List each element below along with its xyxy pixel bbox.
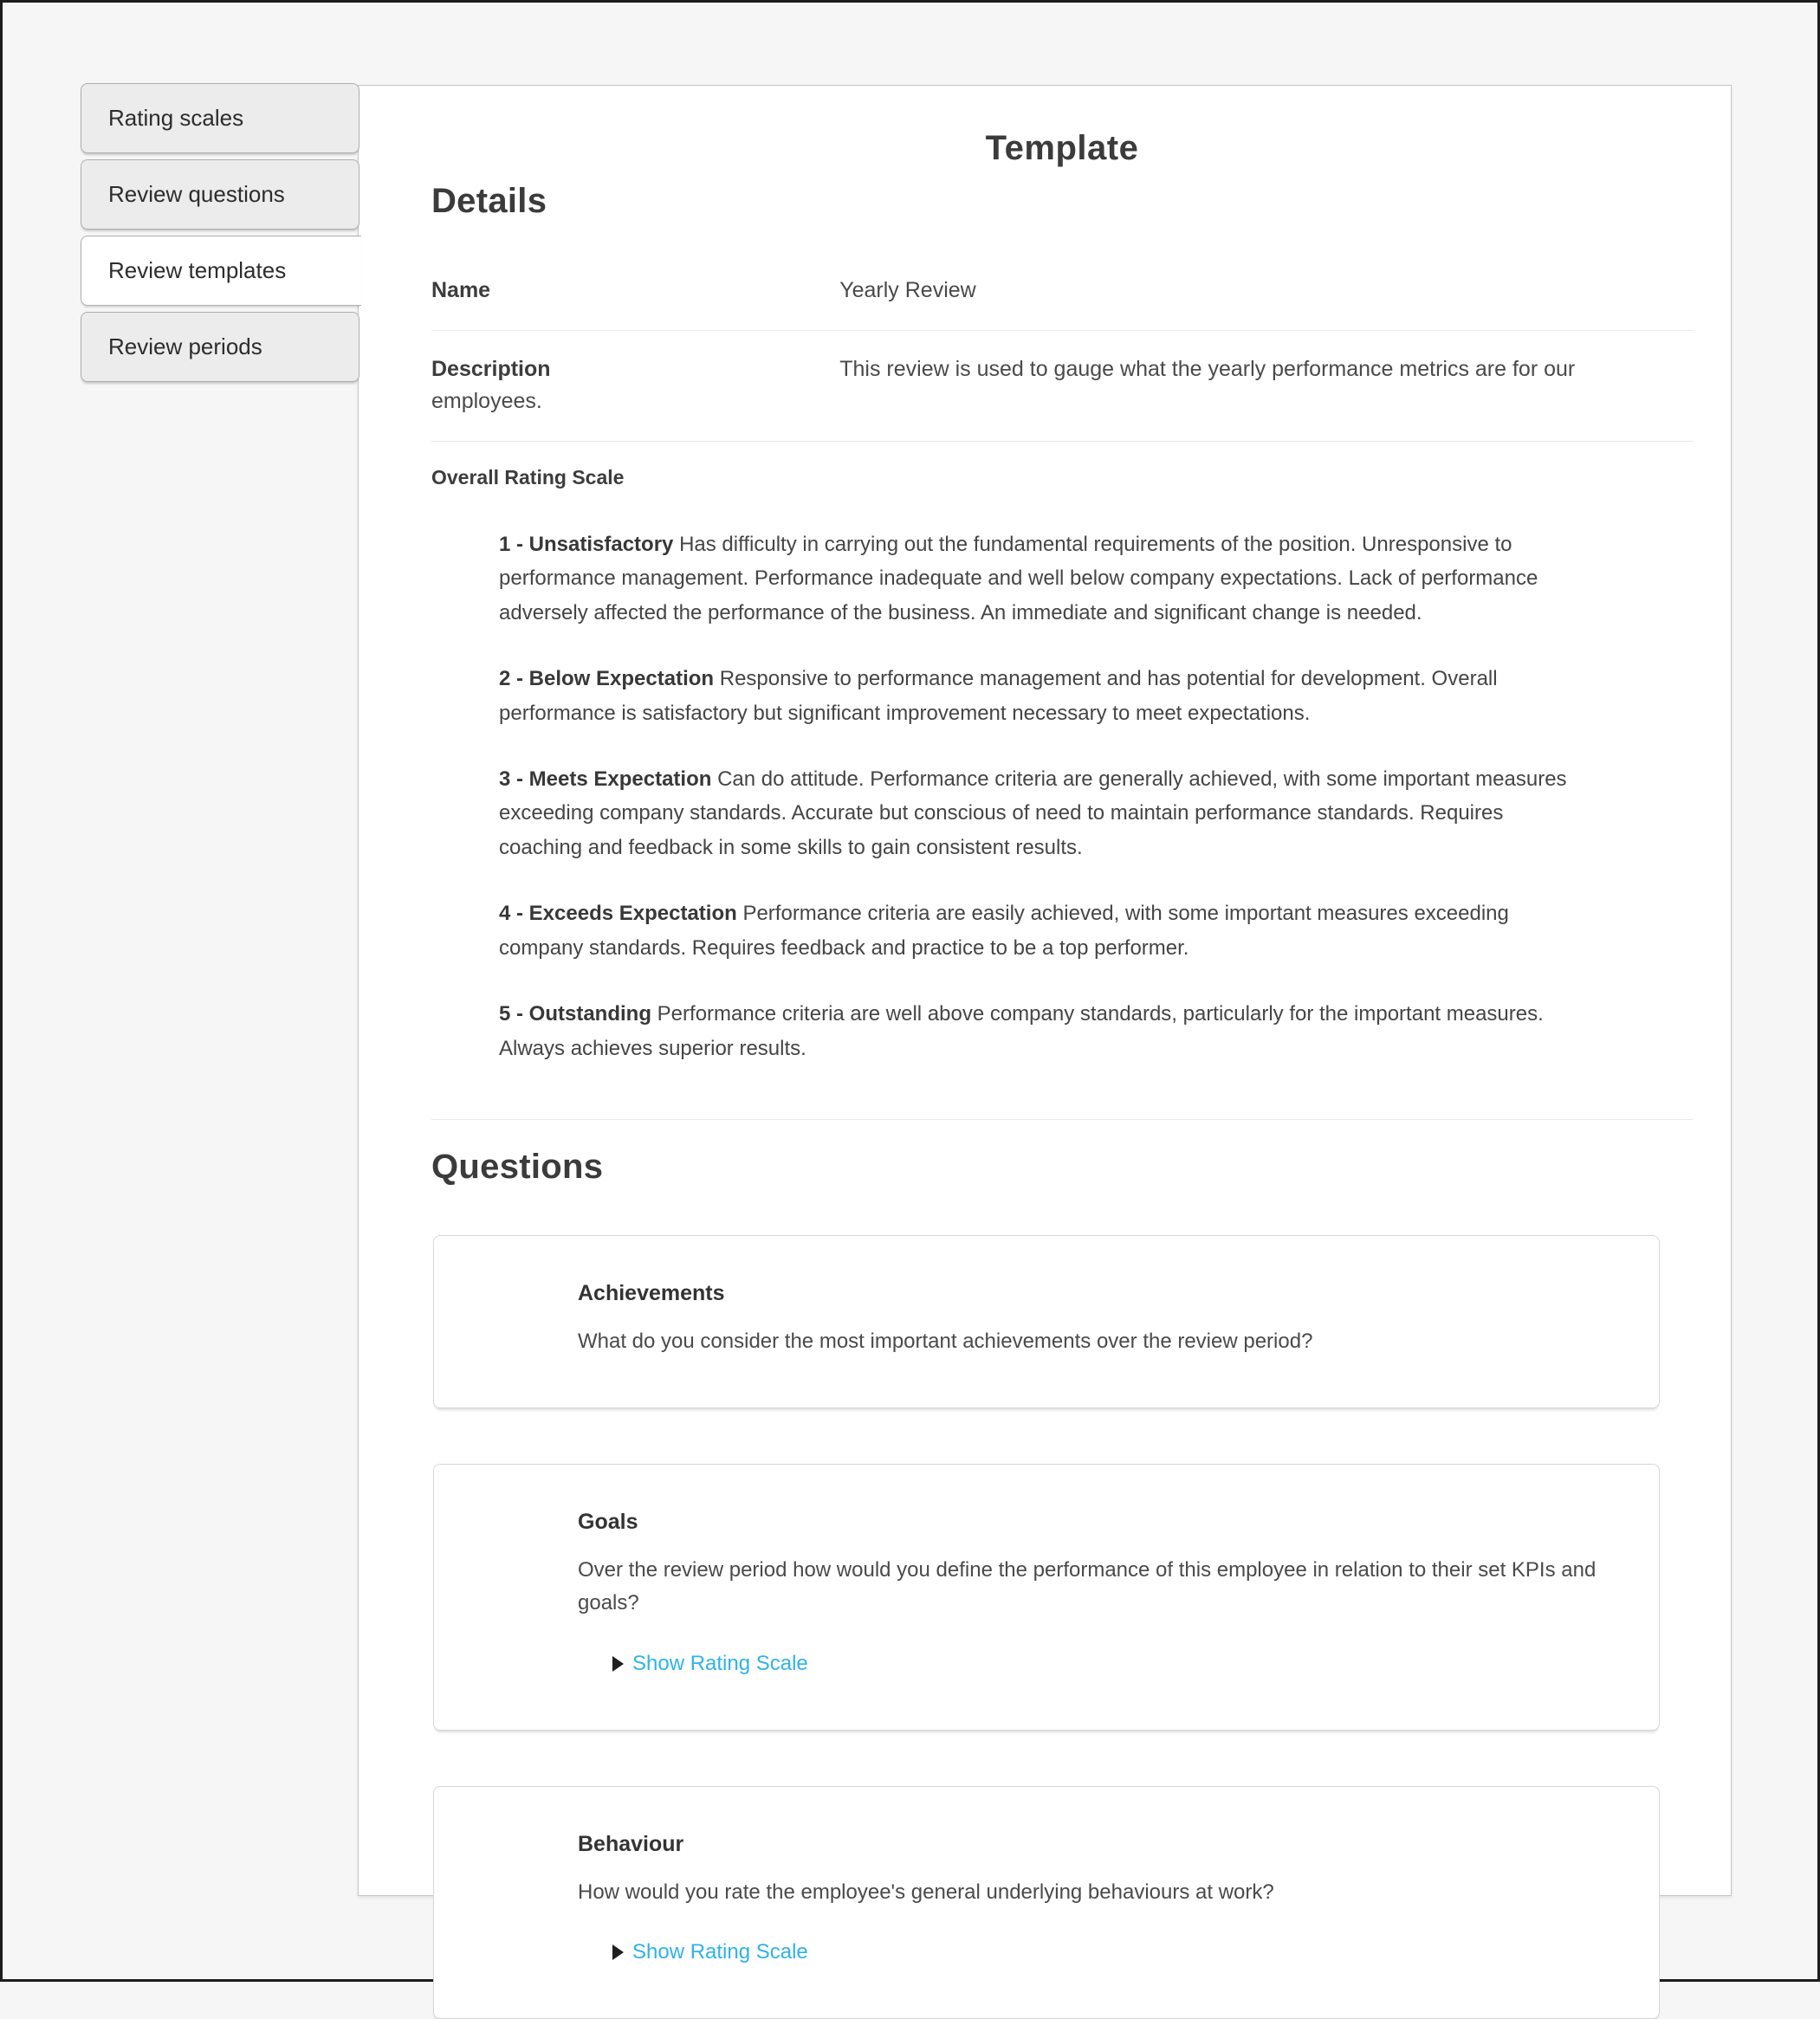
page-title: Template <box>985 129 1139 167</box>
tab-label: Review templates <box>108 257 287 283</box>
rating-scale-item-text: Performance criteria are well above company standards, particularly for the important measures. Always achieves superior results. <box>499 1001 1544 1060</box>
show-rating-scale-label: Show Rating Scale <box>632 1651 808 1675</box>
rating-scale-item-text: Responsive to performance management and has potential for development. Overall performance is satisfactory but significant improvement necessary to meet expectations. <box>499 666 1498 725</box>
tab-label: Review questions <box>108 181 285 207</box>
settings-tab-list <box>81 83 359 388</box>
description-label: Description <box>431 356 551 381</box>
rating-scale-item <box>499 762 1589 865</box>
name-value: Yearly Review <box>839 278 976 302</box>
detail-row-name <box>431 252 1693 331</box>
rating-scale-item <box>499 896 1589 966</box>
sidebar-item-review-periods[interactable] <box>81 312 359 382</box>
rating-scale-item-text: Can do attitude. Performance criteria are generally achieved, with some important measures exceeding company standards. Accurate but conscious of need to maintain performance standards. Requires coaching and feedback in some skills to gain consistent results. <box>499 767 1567 860</box>
question-title: Behaviour <box>578 1831 684 1856</box>
questions-heading: Questions <box>431 1148 604 1187</box>
question-text: Over the review period how would you define the performance of this employee in relation to their set KPIs and goals? <box>578 1557 1597 1615</box>
detail-row-description <box>431 331 1693 442</box>
rating-scale-item-title: 4 - Exceeds Expectation <box>499 902 737 926</box>
overall-rating-scale-section <box>431 442 1693 1121</box>
name-label: Name <box>431 278 491 302</box>
question-card-goals <box>433 1464 1660 1731</box>
tab-label: Review periods <box>108 333 262 359</box>
show-rating-scale-label: Show Rating Scale <box>632 1940 808 1964</box>
triangle-right-icon <box>612 1945 624 1960</box>
show-rating-scale-link[interactable] <box>612 1652 808 1676</box>
question-title: Goals <box>578 1509 638 1534</box>
sidebar-item-rating-scales[interactable] <box>81 83 359 153</box>
rating-scale-item-title: 3 - Meets Expectation <box>499 767 712 791</box>
rating-scale-item-title: 5 - Outstanding <box>499 1001 651 1026</box>
question-card-achievements <box>433 1235 1660 1407</box>
details-heading: Details <box>431 182 547 220</box>
rating-scale-item-text: Has difficulty in carrying out the fundamental requirements of the position. Unresponsive to performance management. Performance inadequate and well below company expectations. Lack of performance adversely affected the performance of the business. An immediate and significant change is needed. <box>499 532 1538 625</box>
rating-scale-item-title: 1 - Unsatisfactory <box>499 532 674 556</box>
rating-scale-item-text: Performance criteria are easily achieved, with some important measures exceeding company standards. Requires feedback and practice to be a top performer. <box>499 902 1509 960</box>
question-text: How would you rate the employee's general underlying behaviours at work? <box>578 1880 1274 1904</box>
rating-scale-item-title: 2 - Below Expectation <box>499 666 715 690</box>
sidebar-item-review-templates[interactable] <box>81 236 361 306</box>
template-detail-panel <box>358 85 1732 1964</box>
question-text: What do you consider the most important achievements over the review period? <box>578 1330 1313 1354</box>
overall-rating-scale-label: Overall Rating Scale <box>431 465 625 489</box>
sidebar-item-review-questions[interactable] <box>81 159 359 230</box>
rating-scale-item <box>499 662 1589 731</box>
tab-label: Rating scales <box>108 105 244 131</box>
description-value: This review is used to gauge what the yearly performance metrics are for our employees. <box>431 356 1576 413</box>
rating-scale-item <box>499 997 1589 1066</box>
show-rating-scale-link[interactable] <box>612 1940 808 1964</box>
question-card-behaviour <box>433 1786 1660 2019</box>
rating-scale-item <box>499 527 1589 631</box>
question-title: Achievements <box>578 1281 725 1306</box>
triangle-right-icon <box>612 1656 624 1672</box>
